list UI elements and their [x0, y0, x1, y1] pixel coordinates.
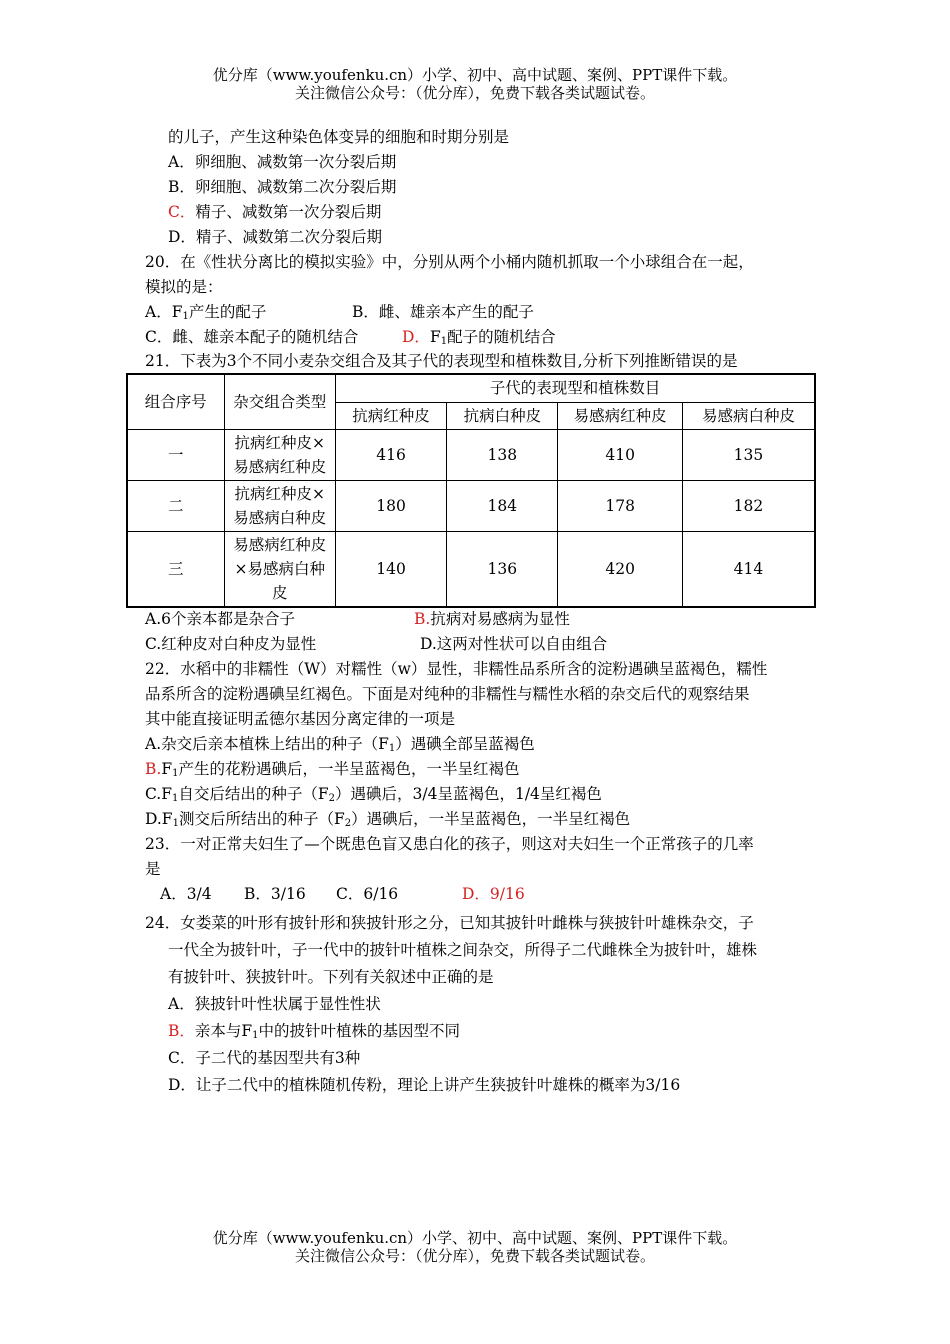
table-row [127, 480, 815, 531]
table-header-offspring: 子代的表现型和植株数目 [335, 374, 815, 402]
row-value: 410 [558, 429, 682, 480]
footer-line-1: 优分库（www.youfenku.cn）小学、初中、高中试题、案例、PPT课件下载。 [212, 1229, 738, 1247]
cross-results-table [126, 373, 816, 608]
row-index: 一 [127, 429, 224, 480]
q21-stem: 21．下表为3个不同小麦杂交组合及其子代的表现型和植株数目,分析下列推断错误的是 [145, 352, 738, 370]
row-value: 140 [335, 531, 446, 607]
q22-option-d: $D.F_1$测交后所结出的种子$(F_2)$遇碘后，一半呈蓝褐色，一半呈红褐色 [145, 810, 631, 829]
q22-stem-1: 22．水稻中的非糯性（W）对糯性（w）显性，非糯性品系所含的淀粉遇碘呈蓝褐色，糯性 [145, 660, 768, 678]
q20-option-d: D．$F_1$配子的随机结合 [402, 328, 556, 347]
q19-option-a: A．卵细胞、减数第一次分裂后期 [168, 153, 397, 171]
q20-option-a: A．$F_1$产生的配子 [145, 303, 267, 322]
q22-stem-2: 品系所含的淀粉遇碘呈红褐色。下面是对纯种的非糯性与糯性水稻的杂交后代的观察结果 [145, 685, 750, 703]
row-cross: 抗病红种皮× 易感病白种皮 [224, 480, 335, 531]
q22-stem-3: 其中能直接证明孟德尔基因分离定律的一项是 [145, 710, 456, 728]
q21-option-d: D.这两对性状可以自由组合 [420, 635, 608, 653]
table-header-phenotype: 易感病白种皮 [682, 402, 815, 429]
q22-option-c: $C.F_1$自交后结出的种子$(F_2)$遇碘后，3/4呈蓝褐色，1/4呈红褐色 [145, 785, 602, 804]
answer-letter: C． [168, 203, 196, 221]
q24-stem-3: 有披针叶、狭披针叶。下列有关叙述中正确的是 [168, 968, 494, 986]
row-value: 182 [682, 480, 815, 531]
row-cross: 抗病红种皮× 易感病红种皮 [224, 429, 335, 480]
q24-option-a: A．狭披针叶性状属于显性性状 [168, 995, 381, 1013]
row-value: 138 [447, 429, 558, 480]
row-value: 136 [447, 531, 558, 607]
answer-letter: B. [414, 610, 431, 628]
q19-option-c: C．精子、减数第一次分裂后期 [168, 203, 382, 221]
row-value: 135 [682, 429, 815, 480]
q24-stem-2: 一代全为披针叶，子一代中的披针叶植株之间杂交，所得子二代雌株全为披针叶，雄株 [168, 941, 758, 959]
table-row [127, 531, 815, 607]
q19-option-b: B．卵细胞、减数第二次分裂后期 [168, 178, 397, 196]
q23-stem-2: 是 [145, 860, 161, 878]
q23-option-a: A．3/4 [160, 885, 212, 903]
answer-letter: B． [168, 1022, 195, 1040]
q20-stem-1: 20．在《性状分离比的模拟实验》中，分别从两个小桶内随机抓取一个小球组合在一起， [145, 253, 754, 271]
row-value: 416 [335, 429, 446, 480]
q22-option-a: A.杂交后亲本植株上结出的种子$(F_1)$遇碘全部呈蓝褐色 [145, 735, 535, 754]
q21-option-c: C.红种皮对白种皮为显性 [145, 635, 317, 653]
table-header-index: 组合序号 [127, 374, 224, 429]
row-value: 420 [558, 531, 682, 607]
row-value: 180 [335, 480, 446, 531]
q19-option-d: D．精子、减数第二次分裂后期 [168, 228, 382, 246]
q23-option-d: D．9/16 [462, 885, 525, 903]
q21-option-b: B.抗病对易感病为显性 [414, 610, 570, 628]
row-index: 三 [127, 531, 224, 607]
header-line-2: 关注微信公众号：（优分库），免费下载各类试题试卷。 [294, 84, 655, 102]
answer-letter: B. [145, 760, 162, 778]
q23-option-b: B．3/16 [244, 885, 306, 903]
row-cross: 易感病红种皮 ×易感病白种 皮 [224, 531, 335, 607]
row-value: 178 [558, 480, 682, 531]
table-header-cross: 杂交组合类型 [224, 374, 335, 429]
table-row [127, 429, 815, 480]
answer-letter: D． [402, 328, 430, 346]
q24-option-b: B．亲本与$F_1$中的披针叶植株的基因型不同 [168, 1022, 461, 1041]
q20-option-c: C．雌、雄亲本配子的随机结合 [145, 328, 359, 346]
q23-option-c: C．6/16 [336, 885, 399, 903]
table-header-phenotype: 易感病红种皮 [558, 402, 682, 429]
q20-stem-2: 模拟的是： [145, 278, 223, 296]
q24-option-c: C．子二代的基因型共有3种 [168, 1049, 361, 1067]
q19-stem-tail: 的儿子，产生这种染色体变异的细胞和时期分别是 [168, 128, 510, 146]
table-header-phenotype: 抗病红种皮 [335, 402, 446, 429]
q24-option-d: D．让子二代中的植株随机传粉，理论上讲产生狭披针叶雄株的概率为3/16 [168, 1076, 681, 1094]
row-value: 184 [447, 480, 558, 531]
q21-option-a: A.6个亲本都是杂合子 [145, 610, 295, 628]
table-header-phenotype: 抗病白种皮 [447, 402, 558, 429]
row-index: 二 [127, 480, 224, 531]
row-value: 414 [682, 531, 815, 607]
q23-stem-1: 23．一对正常夫妇生了—个既患色盲又患白化的孩子，则这对夫妇生一个正常孩子的几率 [145, 835, 754, 853]
q20-option-b: B．雌、雄亲本产生的配子 [352, 303, 534, 321]
footer-line-2: 关注微信公众号：（优分库），免费下载各类试题试卷。 [294, 1247, 655, 1265]
q24-stem-1: 24．女娄菜的叶形有披针形和狭披针形之分，已知其披针叶雌株与狭披针叶雄株杂交，子 [145, 914, 754, 932]
header-line-1: 优分库（www.youfenku.cn）小学、初中、高中试题、案例、PPT课件下载。 [212, 66, 738, 84]
q22-option-b: $B.F_1$产生的花粉遇碘后，一半呈蓝褐色，一半呈红褐色 [145, 760, 520, 779]
